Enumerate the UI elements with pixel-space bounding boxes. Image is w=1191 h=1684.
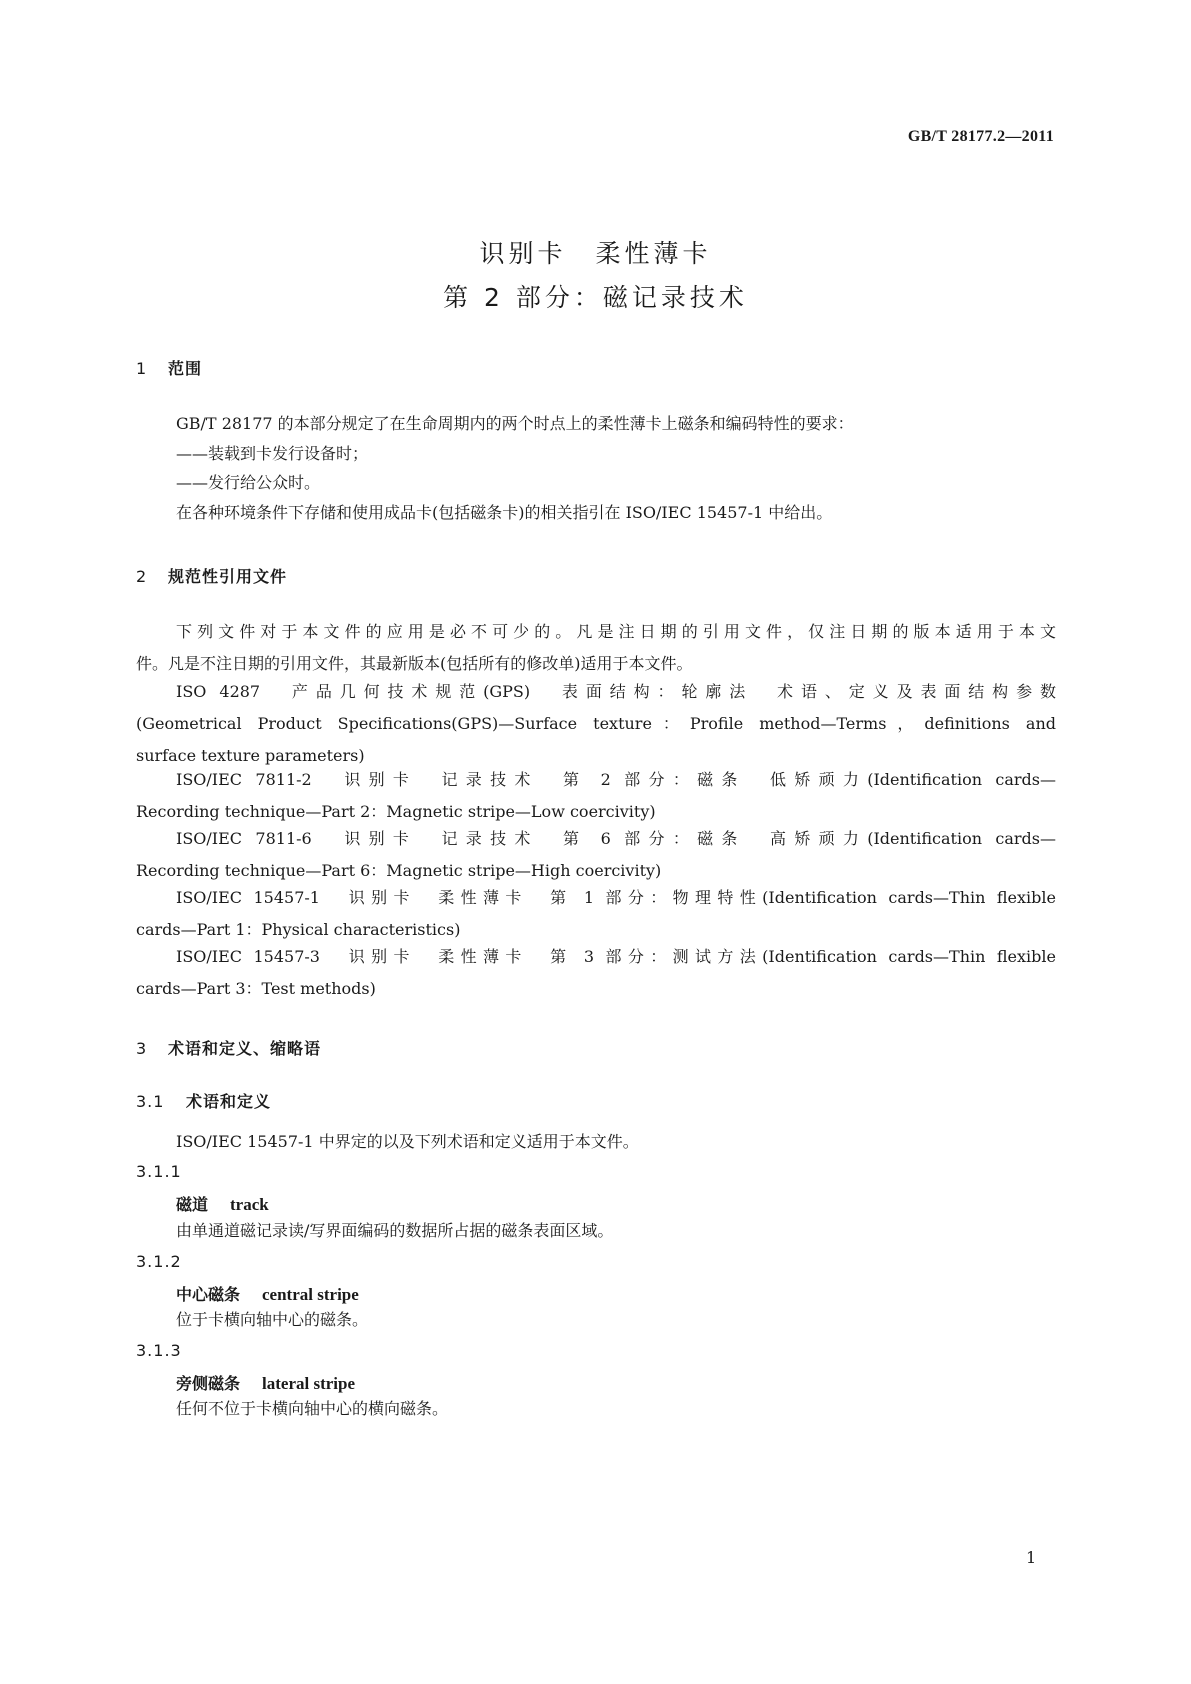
reference-entry xyxy=(136,882,1056,946)
subsection-heading-terms-definitions xyxy=(136,1089,271,1112)
term-zh: 中心磁条 xyxy=(176,1285,241,1304)
terms-intro: ISO/IEC 15457-1 中界定的以及下列术语和定义适用于本文件。 xyxy=(176,1132,639,1151)
reference-entry xyxy=(136,823,1056,887)
document-title-line2: 第 2 部分：磁记录技术 xyxy=(443,283,748,312)
section-number: 3 xyxy=(136,1039,148,1058)
reference-line: ISO/IEC 15457-1 识别卡 柔性薄卡 第 1 部分：物理特性(Identification cards—Thin flexible xyxy=(176,888,1056,907)
reference-line: (Geometrical Product Specifications(GPS)—Surface texture：Profile method—Terms，definitions and xyxy=(136,714,1057,733)
reference-line: ISO 4287 产品几何技术规范(GPS) 表面结构：轮廓法 术语、定义及表面结构参数 xyxy=(176,682,1056,701)
section-number: 1 xyxy=(136,359,148,378)
section-title: 术语和定义、缩略语 xyxy=(168,1039,322,1058)
term-number: 3.1.1 xyxy=(136,1162,182,1181)
term-en: lateral stripe xyxy=(262,1374,356,1393)
page-number: 1 xyxy=(1026,1548,1037,1567)
term-en: central stripe xyxy=(262,1285,359,1304)
term-number: 3.1.2 xyxy=(136,1252,182,1271)
term-zh: 磁道 xyxy=(176,1195,209,1214)
reference-line: Recording technique—Part 2：Magnetic stripe—Low coercivity) xyxy=(136,802,656,821)
reference-entry xyxy=(136,941,1056,1005)
reference-line: Recording technique—Part 6：Magnetic stripe—High coercivity) xyxy=(136,861,662,880)
reference-line: cards—Part 1：Physical characteristics) xyxy=(136,920,461,939)
reference-line: ISO/IEC 15457-3 识别卡 柔性薄卡 第 3 部分：测试方法(Identification cards—Thin flexible xyxy=(176,947,1056,966)
subsection-number: 3.1 xyxy=(136,1092,165,1111)
scope-note: 在各种环境条件下存储和使用成品卡(包括磁条卡)的相关指引在 ISO/IEC 15457-1 中给出。 xyxy=(176,503,833,522)
term-title xyxy=(176,1282,359,1305)
term-en: track xyxy=(230,1195,269,1214)
reference-line: ISO/IEC 7811-6 识别卡 记录技术 第 6 部分：磁条 高矫顽力(Identification cards— xyxy=(176,829,1056,848)
term-title xyxy=(176,1192,269,1215)
section-title: 范围 xyxy=(168,359,203,378)
reference-line: ISO/IEC 7811-2 识别卡 记录技术 第 2 部分：磁条 低矫顽力(Identification cards— xyxy=(176,770,1056,789)
section-number: 2 xyxy=(136,567,148,586)
term-definition: 位于卡横向轴中心的磁条。 xyxy=(176,1310,369,1329)
term-definition: 由单通道磁记录读/写界面编码的数据所占据的磁条表面区域。 xyxy=(176,1221,614,1240)
reference-entry xyxy=(136,676,1056,772)
references-intro-line: 下列文件对于本文件的应用是必不可少的。凡是注日期的引用文件，仅注日期的版本适用于本文 xyxy=(176,622,1056,641)
scope-item: ——发行给公众时。 xyxy=(176,473,321,492)
term-definition: 任何不位于卡横向轴中心的横向磁条。 xyxy=(176,1399,449,1418)
term-title xyxy=(176,1371,355,1394)
section-heading-normative-references xyxy=(136,564,287,587)
references-intro-line: 件。凡是不注日期的引用文件，其最新版本(包括所有的修改单)适用于本文件。 xyxy=(136,654,693,673)
section-title: 规范性引用文件 xyxy=(168,567,288,586)
subsection-title: 术语和定义 xyxy=(186,1092,272,1111)
standard-number: GB/T 28177.2—2011 xyxy=(907,128,1054,145)
scope-intro: GB/T 28177 的本部分规定了在生命周期内的两个时点上的柔性薄卡上磁条和编码特性的要求： xyxy=(176,414,854,433)
document-title-line1: 识别卡 柔性薄卡 xyxy=(479,239,712,268)
reference-line: surface texture parameters) xyxy=(136,746,365,765)
scope-item: ——装载到卡发行设备时； xyxy=(176,444,369,463)
references-intro xyxy=(136,616,1056,680)
term-zh: 旁侧磁条 xyxy=(176,1374,241,1393)
reference-entry xyxy=(136,764,1056,828)
reference-line: cards—Part 3：Test methods) xyxy=(136,979,376,998)
section-heading-scope xyxy=(136,356,202,379)
term-number: 3.1.3 xyxy=(136,1341,182,1360)
section-heading-terms xyxy=(136,1036,321,1059)
